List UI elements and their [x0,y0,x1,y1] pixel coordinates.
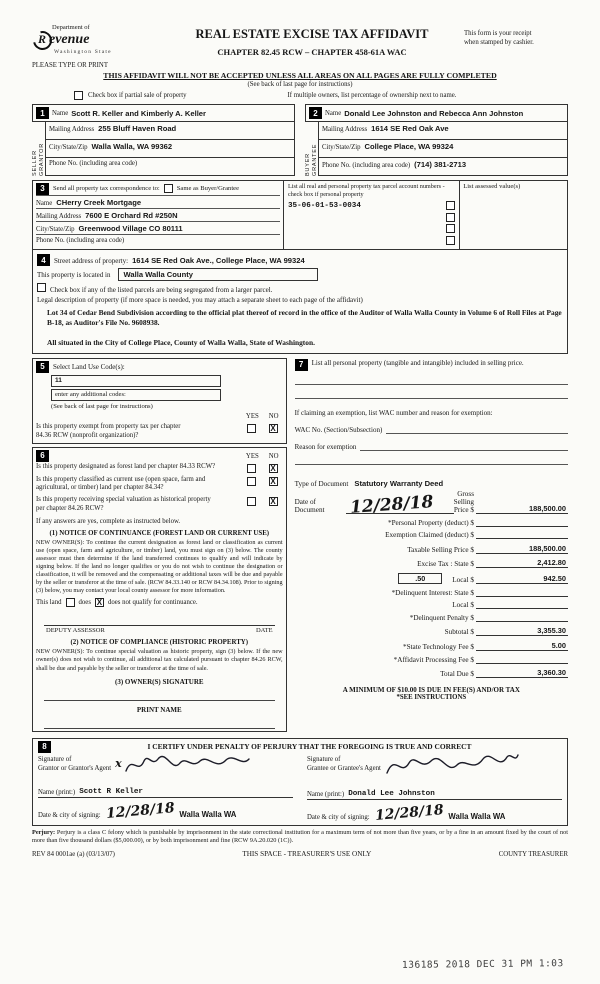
owners-signature-title: (3) OWNER(S) SIGNATURE [115,677,204,686]
seller-csz-label: City/State/Zip [49,144,88,151]
gross-price-value[interactable]: 188,500.00 [476,504,568,514]
grantor-date-label: Date & city of signing: [38,811,101,819]
money-label: Excise Tax : State $ [417,560,474,569]
seller-csz-value[interactable]: Walla Walla, WA 99362 [91,142,173,151]
same-as-buyer-label: Same as Buyer/Grantee [176,185,240,192]
wac-label: WAC No. (Section/Subsection) [294,425,383,434]
land-use-label: Select Land Use Code(s): [53,362,125,371]
parcel-row [288,201,455,210]
section-1-number: 1 [36,107,49,119]
perjury-text [32,829,568,846]
segregated-checkbox[interactable] [37,283,46,292]
parcel-numbers-header: List all real and personal property tax parcel account numbers - check box if personal property [287,183,445,198]
exempt-question: Is this property exempt from property tax per chapter 84.36 RCW (nonprofit organization)? [36,422,181,439]
logo-name-text: evenue [49,32,90,47]
seller-csz-row [45,139,295,158]
logo-state-text: Washington State [54,49,112,55]
section-4 [32,249,568,354]
money-label: Taxable Selling Price $ [407,545,474,554]
cashier-date-stamp: 136185 2018 DEC 31 PM 1:03 [402,958,565,971]
rev-number: REV 84 0001ae (a) (03/13/07) [32,851,115,859]
buyer-side-label [305,122,318,176]
revenue-swoosh-icon [32,31,52,49]
seller-phone-row [45,157,295,176]
does-not-label: does not qualify for continuance. [107,599,198,607]
section-6-number: 6 [36,450,49,462]
see-instructions-note: *SEE INSTRUCTIONS [396,694,467,702]
buyer-mailing-label: Mailing Address [322,126,368,133]
corr-name-value[interactable]: CHerry Creek Mortgage [56,198,142,207]
section-5 [32,358,287,444]
seller-mailing-value[interactable]: 255 Bluff Haven Road [98,124,177,133]
form-title: REAL ESTATE EXCISE TAX AFFIDAVIT [195,27,429,41]
print-name-title: PRINT NAME [136,705,182,714]
doc-type-value[interactable]: Statutory Warranty Deed [354,478,444,488]
reason-input[interactable] [360,441,568,451]
title-block [160,24,464,57]
section-8 [32,738,568,826]
section-4-number: 4 [37,254,50,266]
corr-phone-label: Phone No. (including area code) [36,237,125,244]
seller-mailing-label: Mailing Address [49,126,95,133]
seller-phone-label: Phone No. (including area code) [49,160,138,167]
qualify-row [36,598,283,607]
doc-date-label: Date of Document [294,497,325,514]
yes-header: YES [245,452,259,460]
personal-property-line[interactable] [295,385,568,399]
grantee-date-label: Date & city of signing: [307,813,370,821]
historic-yes-checkbox[interactable] [247,497,256,506]
form-chapters: CHAPTER 82.45 RCW – CHAPTER 458-61A WAC [217,47,407,57]
current-use-yes-checkbox[interactable] [247,477,256,486]
receipt-line1: This form is your receipt [464,30,532,37]
grantor-word: GRANTOR [39,142,45,176]
parcel-number[interactable]: 35-06-01-53-0034 [287,201,361,210]
current-use-question: Is this property classified as current use (open space, farm and agricultural, or timber) land per chapter 84.34? [36,475,206,492]
wac-input[interactable] [386,424,568,434]
owner-signature-line[interactable] [44,686,275,701]
money-value[interactable]: 5.00 [476,641,568,651]
exemption-intro: If claiming an exemption, list WAC number and reason for exemption: [294,408,493,417]
seller-name-value[interactable]: Scott R. Keller and Kimberly A. Keller [71,108,206,118]
historic-no-checkbox[interactable]: X [270,497,276,507]
legal-description-label: Legal description of property (if more space is needed, you may attach a separate sheet to each page of the affidavit) [37,296,363,304]
corr-csz-label: City/State/Zip [36,226,75,233]
personal-property-checkbox[interactable] [446,224,455,233]
same-as-buyer-checkbox[interactable] [164,184,173,193]
money-label: *Personal Property (deduct) $ [387,518,474,527]
partial-sale-row [74,91,568,100]
forest-yes-checkbox[interactable] [247,464,256,473]
buyer-phone-label: Phone No. (including area code) [322,162,411,169]
section-6 [32,447,287,732]
assessed-values-header: List assessed value(s) [463,183,521,190]
exempt-no-checkbox[interactable]: X [270,423,276,433]
local-rate-box: .50 [398,573,442,584]
money-label: *Delinquent Interest: State $ [391,588,474,597]
seller-section [32,104,295,176]
if-yes-note: If any answers are yes, complete as instructed below. [36,517,181,525]
parties-row [32,104,568,176]
perjury-label: Perjury: [32,828,56,836]
notice-continuance-text: NEW OWNER(S): To continue the current designation as forest land or classification as current use (open space, farm and agriculture, or timber) land, you must sign on (3) below. The county assessor must then determine if the land transferred continues to qualify and will indicate by signing below. If the land no longer qualifies or you do not wish to continue the designation or classification, it will be removed and the compensating or additional taxes will be due and payable by the seller or transferor at the time of sale. (RCW 84.33.140 or RCW 84.34.108). Prior to signing (3) below, you may contact your local county assessor for more information. [36,538,283,595]
grantor-print-name[interactable]: Scott R Keller [79,787,143,796]
county-treasurer-label: COUNTY TREASURER [498,851,568,859]
money-label: *State Technology Fee $ [402,642,474,651]
additional-codes-input[interactable]: enter any additional codes: [51,389,221,401]
parcel-row [288,224,455,233]
parcel-row [288,213,455,222]
section-3 [32,180,568,250]
grantee-word: GRANTEE [312,143,318,176]
dor-logo-block [32,24,160,69]
grantee-sig-label: Signature of Grantee or Grantee's Agent [307,755,381,772]
gross-price-label: Gross Selling Price $ [453,489,475,514]
money-value[interactable] [476,621,568,622]
street-address-value[interactable]: 1614 SE Red Oak Ave., College Place, WA 99324 [132,255,305,265]
section-3-number: 3 [36,183,49,195]
grantor-sig-label: Signature of Grantor or Grantor's Agent [38,755,112,772]
forest-no-checkbox[interactable]: X [270,463,276,473]
partial-sale-label: Check box if partial sale of property [88,92,187,99]
money-label: *Delinquent Penalty $ [409,613,474,622]
grantor-print-label: Name (print:) [38,788,76,796]
buyer-name-value[interactable]: Donald Lee Johnston and Rebecca Ann Johnston [344,108,524,118]
buyer-csz-value[interactable]: College Place, WA 99324 [364,142,454,151]
current-use-no-checkbox[interactable]: X [270,476,276,486]
section-8-number: 8 [38,741,51,753]
personal-property-label: List all personal property (tangible and intangible) included in selling price. [311,358,524,367]
does-checkbox[interactable] [66,598,75,607]
please-type-note: PLEASE TYPE OR PRINT [32,62,108,69]
date-label: DATE [255,627,273,635]
money-label: Local $ [452,601,474,610]
money-value[interactable]: 942.50 [476,574,568,584]
street-address-label: Street address of property: [54,256,129,265]
money-value[interactable]: 3,360.30 [476,668,568,678]
seller-mailing-row [45,121,295,140]
signature-x-mark: x [115,756,122,770]
personal-property-checkbox[interactable] [446,213,455,222]
money-value[interactable]: 188,500.00 [476,544,568,554]
partial-sale-checkbox[interactable] [74,91,83,100]
buyer-csz-row [318,139,568,158]
buyer-csz-label: City/State/Zip [322,144,361,151]
section-5-number: 5 [36,361,49,373]
form-header [32,24,568,69]
buyer-phone-row [318,157,568,176]
buyer-name-label: Name [325,109,342,117]
exempt-yes-checkbox[interactable] [247,424,256,433]
grantor-date-handwritten[interactable]: 12/28/18 [105,799,175,822]
see-back-note: (See back of last page for instructions) [247,81,353,88]
legal-description-text[interactable]: Lot 34 of Cedar Bend Subdivision according to the official plat thereof of record in the office of the Auditor of Walla Walla County in Volume 6 of Roll Files at Page B-18, as Auditor's File No. 9608938. [47,308,562,327]
historic-question: Is this property receiving special valuation as historical property per chapter 84.26 RCW? [36,496,211,513]
logo-dept-text: Department of [52,24,90,31]
grantee-signature-block [307,755,562,824]
treasurer-space-label: THIS SPACE - TREASURER'S USE ONLY [242,850,372,859]
doc-date-handwritten: 12/28/18 [349,492,434,518]
buyer-word: BUYER [305,153,311,176]
grantee-city[interactable]: Walla Walla WA [448,811,506,821]
multiple-owners-note: If multiple owners, list percentage of ownership next to name. [287,92,457,99]
doc-type-label: Type of Document [294,479,349,488]
reason-extra-line[interactable] [295,451,568,465]
buyer-phone-value[interactable]: (714) 381-2713 [414,160,467,169]
warning-line: THIS AFFIDAVIT WILL NOT BE ACCEPTED UNLESS ALL AREAS ON ALL PAGES ARE FULLY COMPLETED [103,71,497,80]
buyer-section [305,104,568,176]
forest-land-question: Is this property designated as forest land per chapter 84.33 RCW? [36,462,216,470]
situated-text: All situated in the City of College Place, County of Walla Walla, State of Washington. [47,337,315,347]
corr-mailing-label: Mailing Address [36,213,82,220]
money-label: *Affidavit Processing Fee $ [393,655,474,664]
print-name-line[interactable] [44,714,275,729]
notice-continuance-title: (1) NOTICE OF CONTINUANCE (FOREST LAND OR CURRENT USE) [49,529,270,537]
grantee-print-name[interactable]: Donald Lee Johnston [348,789,435,798]
seller-name-label: Name [52,109,69,117]
grantee-signature[interactable] [381,751,562,786]
certify-statement: I CERTIFY UNDER PENALTY OF PERJURY THAT THE FOREGOING IS TRUE AND CORRECT [147,742,472,752]
grantee-print-label: Name (print:) [307,790,345,798]
receipt-note [464,29,568,47]
money-label: Total Due $ [440,670,474,679]
money-label: Exemption Claimed (deduct) $ [385,531,474,540]
deputy-assessor-line [44,625,275,634]
send-correspondence-label: Send all property tax correspondence to: [53,185,160,192]
corr-mailing-value[interactable]: 7600 E Orchard Rd #250N [85,211,178,220]
corr-name-label: Name [36,200,53,207]
footer-row [32,850,568,858]
grantor-city[interactable]: Walla Walla WA [179,809,237,819]
main-columns [32,358,568,732]
located-in-label: This property is located in [37,271,111,279]
money-value[interactable]: 3,355.30 [476,626,568,636]
logo-r-letter: R [38,32,47,46]
receipt-line2: when stamped by cashier. [464,39,534,47]
segregated-label: Check box if any of the listed parcels are being segregated from a larger parcel. [50,286,273,294]
grantee-date-handwritten[interactable]: 12/28/18 [374,801,444,824]
personal-property-line[interactable] [295,371,568,385]
notice-compliance-text: NEW OWNER(S): To continue special valuation as historic property, sign (3) below. If the new owner(s) does not wish to continue, all additional tax calculated pursuant to chapter 84.26 RCW, shall be due and payable by the seller or transferor at the time of sale. [36,648,283,672]
located-county-value[interactable]: Walla Walla County [118,268,318,281]
no-header: NO [268,412,279,420]
corr-csz-value[interactable]: Greenwood Village CO 80111 [78,224,183,233]
grantor-signature[interactable] [122,751,293,784]
see-back-note-5: (See back of last page for instructions) [51,402,153,410]
grantor-signature-block [38,755,293,821]
reason-label: Reason for exemption [294,442,357,451]
deputy-assessor-label: DEPUTY ASSESSOR [46,627,105,635]
minimum-note: A MINIMUM OF $10.00 IS DUE IN FEE(S) AND/OR TAX [342,686,520,695]
does-not-checkbox[interactable]: X [96,598,103,608]
buyer-mailing-row [318,121,568,140]
money-label: Local $ [452,575,474,584]
this-land-label: This land [36,599,62,607]
money-value[interactable] [476,526,568,527]
buyer-name-row [305,104,568,122]
yes-header: YES [245,412,259,420]
money-label: Subtotal $ [444,628,474,637]
perjury-body: Perjury is a class C felony which is punishable by imprisonment in the state correctional institution for a maximum term of not more than five years, or by a fine in an amount fixed by the court of not more than five thousand dollars ($5,000.00), or by both imprisonment and fine (RCW 9A.20.020 (1C)). [32,828,568,844]
does-label: does [78,599,91,607]
seller-word: SELLER [32,150,38,176]
section-7-number: 7 [295,359,308,371]
money-value[interactable] [476,663,568,664]
doc-date-line[interactable] [346,492,454,518]
section-2-number: 2 [309,107,322,119]
buyer-mailing-value[interactable]: 1614 SE Red Oak Ave [371,124,449,133]
parcel-row [288,236,455,245]
money-value[interactable] [476,538,568,539]
money-value[interactable]: 2,412.80 [476,558,568,568]
seller-side-label [32,122,45,176]
money-value[interactable] [476,608,568,609]
notice-compliance-title: (2) NOTICE OF COMPLIANCE (HISTORIC PROPERTY) [70,639,249,647]
seller-name-row [32,104,295,122]
section-7 [287,358,568,732]
money-value[interactable] [476,596,568,597]
personal-property-checkbox[interactable] [446,236,455,245]
land-use-code-input[interactable]: 11 [51,375,221,387]
no-header: NO [268,452,279,460]
personal-property-checkbox[interactable] [446,201,455,210]
